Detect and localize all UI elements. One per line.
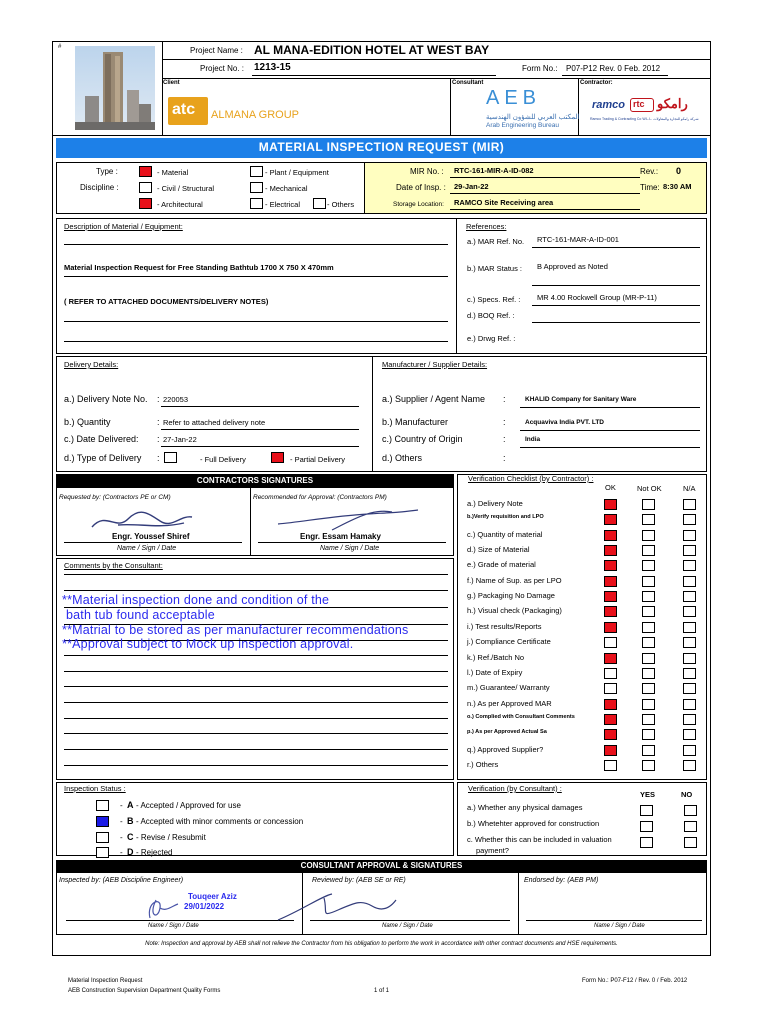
cv-item-c: c. Whether this can be included in valuation: [467, 835, 612, 844]
checklist-not-ok-checkbox[interactable]: [642, 545, 655, 556]
checklist-item-label: p.) As per Approved Actual Sa: [467, 729, 547, 735]
type-label: Type :: [96, 167, 118, 176]
status-a-checkbox[interactable]: [96, 800, 109, 811]
consultant-arabic: المكتب العربي للشؤون الهندسية: [486, 114, 580, 121]
requester-nsd: Name / Sign / Date: [117, 545, 177, 552]
checklist-na-checkbox[interactable]: [683, 514, 696, 525]
delivery-note-label: a.) Delivery Note No.: [64, 394, 148, 404]
checklist-ok-checkbox[interactable]: [604, 637, 617, 648]
electrical-checkbox[interactable]: [250, 198, 263, 209]
electrical-option-label: - Electrical: [265, 200, 301, 209]
cv-a-yes-checkbox[interactable]: [640, 805, 653, 816]
checklist-item-label: g.) Packaging No Damage: [467, 591, 555, 600]
references-label: References:: [466, 222, 507, 231]
client-name: ALMANA GROUP: [211, 109, 300, 121]
cv-b-yes-checkbox[interactable]: [640, 821, 653, 832]
inspector-signature: [142, 892, 182, 922]
cv-c-yes-checkbox[interactable]: [640, 837, 653, 848]
checklist-na-checkbox[interactable]: [683, 760, 696, 771]
contractor-sub: Ramco Trading & Contracting Co W.L.L. شركة رامكو للتجارة والمقاولات: [590, 117, 699, 121]
checklist-ok-checkbox[interactable]: [604, 576, 617, 587]
checklist-na-checkbox[interactable]: [683, 545, 696, 556]
supplier-label: a.) Supplier / Agent Name: [382, 394, 486, 404]
status-b-checkbox[interactable]: [96, 816, 109, 827]
checklist-item-label: i.) Test results/Reports: [467, 622, 542, 631]
checklist-item-label: b.)Verify requisition and LPO: [467, 514, 544, 520]
cv-a-no-checkbox[interactable]: [684, 805, 697, 816]
comment-line-1: **Material inspection done and condition of the: [62, 593, 330, 607]
checklist-not-ok-checkbox[interactable]: [642, 745, 655, 756]
form-no-label: Form No.:: [522, 64, 558, 73]
others-option-label: - Others: [327, 200, 355, 209]
recommender-signature: [272, 502, 422, 534]
others-label: d.) Others: [382, 453, 423, 463]
checklist-item-label: o.) Complied with Consultant Comments: [467, 714, 575, 720]
checklist-item-label: q.) Approved Supplier?: [467, 745, 544, 754]
checklist-na-checkbox[interactable]: [683, 530, 696, 541]
checklist-na-checkbox[interactable]: [683, 683, 696, 694]
footer-left-2: AEB Construction Supervision Department Quality Forms: [68, 988, 221, 994]
building-photo: [75, 46, 155, 130]
checklist-item-label: k.) Ref./Batch No: [467, 653, 525, 662]
requested-by-label: Requested by: (Contractors PE or CM): [59, 494, 171, 501]
hash-mark: #: [58, 44, 62, 50]
civil-option-label: - Civil / Structural: [157, 184, 215, 193]
checklist-not-ok-checkbox[interactable]: [642, 591, 655, 602]
checklist-ok-checkbox[interactable]: [604, 653, 617, 664]
checklist-na-checkbox[interactable]: [683, 729, 696, 740]
checklist-ok-checkbox[interactable]: [604, 560, 617, 571]
project-name-label: Project Name :: [190, 46, 243, 55]
cv-item-b: b.) Whetehter approved for construction: [467, 819, 600, 828]
mir-no: RTC-161-MIR-A-ID-082: [454, 166, 534, 175]
checklist-ok-checkbox[interactable]: [604, 729, 617, 740]
checklist-na-checkbox[interactable]: [683, 622, 696, 633]
comment-line-4: **Approval subject to Mock up inspection approval.: [62, 637, 354, 651]
status-a-dash: -: [120, 801, 123, 810]
reviewed-by-label: Reviewed by: (AEB SE or RE): [312, 877, 406, 884]
description-label: Description of Material / Equipment:: [64, 222, 183, 231]
checklist-not-ok-checkbox[interactable]: [642, 530, 655, 541]
consultant-verification-label: Verification (by Consultant) :: [468, 784, 562, 793]
comment-line-2: bath tub found acceptable: [66, 608, 215, 622]
checklist-item-label: h.) Visual check (Packaging): [467, 606, 562, 615]
checklist-na-checkbox[interactable]: [683, 668, 696, 679]
checklist-not-ok-checkbox[interactable]: [642, 760, 655, 771]
checklist-not-ok-checkbox[interactable]: [642, 622, 655, 633]
specs-label: c.) Specs. Ref. :: [467, 295, 521, 304]
checklist-not-ok-checkbox[interactable]: [642, 514, 655, 525]
drwg-label: e.) Drwg Ref. :: [467, 334, 516, 343]
manufacturer-section-label: Manufacturer / Supplier Details:: [382, 360, 488, 369]
others-checkbox[interactable]: [313, 198, 326, 209]
architectural-checkbox[interactable]: [139, 198, 152, 209]
rev-label: Rev.:: [640, 167, 659, 176]
status-c-letter: C: [127, 832, 134, 842]
time-value: 8:30 AM: [663, 182, 692, 191]
country-label: c.) Country of Origin: [382, 434, 463, 444]
footer-right: Form No.: P07-F12 / Rev. 0 / Feb. 2012: [582, 978, 688, 984]
checklist-not-ok-checkbox[interactable]: [642, 653, 655, 664]
status-a-letter: A: [127, 800, 134, 810]
architectural-option-label: - Architectural: [157, 200, 203, 209]
full-delivery-checkbox[interactable]: [164, 452, 177, 463]
na-header: N/A: [683, 484, 696, 493]
contractor-sig-title: CONTRACTORS SIGNATURES: [196, 476, 314, 485]
cv-c-no-checkbox[interactable]: [684, 837, 697, 848]
checklist-ok-checkbox[interactable]: [604, 683, 617, 694]
yes-header: YES: [640, 790, 656, 799]
quantity-label: b.) Quantity: [64, 417, 111, 427]
supplier-value: KHALID Company for Sanitary Ware: [525, 396, 637, 403]
form-title: MATERIAL INSPECTION REQUEST (MIR): [258, 140, 505, 154]
checklist-not-ok-checkbox[interactable]: [642, 668, 655, 679]
requester-signature: [88, 505, 198, 535]
checklist-not-ok-checkbox[interactable]: [642, 499, 655, 510]
form-no: P07-P12 Rev. 0 Feb. 2012: [566, 64, 661, 73]
checklist-ok-checkbox[interactable]: [604, 622, 617, 633]
comments-label: Comments by the Consultant:: [64, 561, 163, 570]
time-label: Time:: [640, 183, 660, 192]
mar-ref-label: a.) MAR Ref. No.: [467, 237, 525, 246]
status-a-text: - Accepted / Approved for use: [136, 801, 241, 810]
mar-ref-value: RTC-161-MAR-A-ID-001: [537, 235, 619, 244]
checklist-na-checkbox[interactable]: [683, 637, 696, 648]
status-c-checkbox[interactable]: [96, 832, 109, 843]
endorsed-by-label: Endorsed by: (AEB PM): [524, 877, 599, 884]
checklist-na-checkbox[interactable]: [683, 576, 696, 587]
checklist-item-label: e.) Grade of material: [467, 560, 536, 569]
client-logo: atc: [168, 97, 208, 125]
checklist-item-label: f.) Name of Sup. as per LPO: [467, 576, 562, 585]
description-line-1: Material Inspection Request for Free Standing Bathtub 1700 X 750 X 470mm: [64, 263, 334, 272]
delivery-label: Delivery Details:: [64, 360, 119, 369]
checklist-ok-checkbox[interactable]: [604, 514, 617, 525]
project-name: AL MANA-EDITION HOTEL AT WEST BAY: [254, 43, 490, 57]
rev-value: 0: [676, 166, 682, 176]
checklist-ok-checkbox[interactable]: [604, 699, 617, 710]
discipline-label: Discipline :: [80, 183, 119, 192]
colon-4: :: [157, 453, 160, 463]
checklist-not-ok-checkbox[interactable]: [642, 683, 655, 694]
country-value: India: [525, 436, 541, 443]
colon-2: :: [157, 417, 160, 427]
inspector-date: 29/01/2022: [184, 902, 225, 911]
inspector-name: Touqeer Aziz: [188, 892, 237, 901]
approval-title: CONSULTANT APPROVAL & SIGNATURES: [300, 861, 463, 870]
checklist-item-label: j.) Compliance Certificate: [467, 637, 551, 646]
description-line-2: ( REFER TO ATTACHED DOCUMENTS/DELIVERY NOTES): [64, 297, 269, 306]
checklist-na-checkbox[interactable]: [683, 591, 696, 602]
client-label: Client: [163, 80, 180, 86]
status-d-letter: D: [127, 847, 134, 857]
cv-item-a: a.) Whether any physical damages: [467, 803, 583, 812]
checklist-not-ok-checkbox[interactable]: [642, 699, 655, 710]
mechanical-checkbox[interactable]: [250, 182, 263, 193]
checklist-not-ok-checkbox[interactable]: [642, 606, 655, 617]
cv-b-no-checkbox[interactable]: [684, 821, 697, 832]
consultant-logo: AEB: [486, 87, 542, 109]
checklist-ok-checkbox[interactable]: [604, 714, 617, 725]
mir-no-label: MIR No. :: [410, 167, 444, 176]
checklist-item-label: c.) Quantity of material: [467, 530, 543, 539]
comment-line-3: **Matrial to be stored as per manufacturer recommendations: [62, 623, 409, 637]
recommender-name: Engr. Essam Hamaky: [300, 532, 381, 541]
reviewer-signature: [272, 888, 402, 924]
footer-page: 1 of 1: [374, 988, 390, 994]
checklist-ok-checkbox[interactable]: [604, 745, 617, 756]
quantity-value: Refer to attached delivery note: [163, 418, 266, 427]
checklist-ok-checkbox[interactable]: [604, 668, 617, 679]
storage-label: Storage Location:: [393, 201, 444, 208]
checklist-na-checkbox[interactable]: [683, 653, 696, 664]
delivery-note-value: 220053: [163, 395, 189, 404]
status-b-text: - Accepted with minor comments or concession: [136, 817, 304, 826]
footer-left-1: Material Inspection Request: [68, 978, 143, 984]
approval-note: Note: Inspection and approval by AEB shall not relieve the Contractor from his obligation to perform the work in accordance with other contract documents and HSE requirements.: [145, 941, 618, 947]
manufacturer-label: b.) Manufacturer: [382, 417, 449, 427]
not-ok-header: Not OK: [637, 484, 662, 493]
checklist-label: Verification Checklist (by Contractor) :: [468, 474, 594, 483]
date-delivered-value: 27-Jan-22: [163, 435, 197, 444]
status-b-dash: -: [120, 817, 123, 826]
delivery-type-label: d.) Type of Delivery: [64, 453, 142, 463]
project-no-label: Project No. :: [200, 64, 245, 73]
checklist-item-label: n.) As per Approved MAR: [467, 699, 552, 708]
checklist-not-ok-checkbox[interactable]: [642, 576, 655, 587]
status-c-dash: -: [120, 833, 123, 842]
manufacturer-value: Acquaviva India PVT. LTD: [525, 419, 604, 426]
inspected-by-label: Inspected by: (AEB Discipline Engineer): [59, 877, 184, 884]
storage-value: RAMCO Site Receiving area: [454, 198, 554, 207]
checklist-na-checkbox[interactable]: [683, 699, 696, 710]
checklist-ok-checkbox[interactable]: [604, 606, 617, 617]
checklist-item-label: r.) Others: [467, 760, 499, 769]
recommender-nsd: Name / Sign / Date: [320, 545, 380, 552]
checklist-not-ok-checkbox[interactable]: [642, 729, 655, 740]
inspection-status-label: Inspection Status :: [64, 784, 126, 793]
endorser-nsd: Name / Sign / Date: [594, 923, 645, 929]
status-c-text: - Revise / Resubmit: [136, 833, 206, 842]
checklist-item-label: d.) Size of Material: [467, 545, 530, 554]
status-d-dash: -: [120, 848, 123, 857]
consultant-name: Arab Engineering Bureau: [486, 122, 559, 129]
partial-delivery-label: - Partial Delivery: [290, 455, 346, 464]
checklist-ok-checkbox[interactable]: [604, 591, 617, 602]
full-delivery-label: - Full Delivery: [200, 455, 246, 464]
specs-value: MR 4.00 Rockwell Group (MR-P-11): [537, 293, 657, 302]
checklist-na-checkbox[interactable]: [683, 745, 696, 756]
checklist-na-checkbox[interactable]: [683, 606, 696, 617]
ok-header: OK: [605, 483, 616, 492]
requester-name: Engr. Youssef Shiref: [112, 532, 190, 541]
reviewer-nsd: Name / Sign / Date: [382, 923, 433, 929]
material-checkbox[interactable]: [139, 166, 152, 177]
checklist-ok-checkbox[interactable]: [604, 545, 617, 556]
status-d-text: - Rejected: [136, 848, 173, 857]
colon-3: :: [157, 434, 160, 444]
no-header: NO: [681, 790, 693, 799]
cv-item-c-cont: payment?: [476, 846, 509, 855]
partial-delivery-checkbox[interactable]: [271, 452, 284, 463]
checklist-ok-checkbox[interactable]: [604, 760, 617, 771]
checklist-na-checkbox[interactable]: [683, 499, 696, 510]
plant-option-label: - Plant / Equipment: [265, 168, 329, 177]
checklist-na-checkbox[interactable]: [683, 560, 696, 571]
material-option-label: - Material: [157, 168, 189, 177]
consultant-label: Consultant: [452, 80, 484, 86]
mechanical-option-label: - Mechanical: [265, 184, 308, 193]
status-b-letter: B: [127, 816, 134, 826]
colon-7: :: [503, 434, 506, 444]
boq-label: d.) BOQ Ref. :: [467, 311, 515, 320]
date-delivered-label: c.) Date Delivered:: [64, 434, 139, 444]
contractor-label: Contractor:: [580, 80, 613, 86]
colon-1: :: [157, 394, 160, 404]
inspector-nsd: Name / Sign / Date: [148, 923, 199, 929]
checklist-ok-checkbox[interactable]: [604, 499, 617, 510]
recommended-by-label: Recommended for Approval: (Contractors PM): [253, 494, 387, 501]
date-value: 29-Jan-22: [454, 182, 489, 191]
colon-8: :: [503, 453, 506, 463]
checklist-ok-checkbox[interactable]: [604, 530, 617, 541]
checklist-item-label: l.) Date of Expiry: [467, 668, 523, 677]
checklist-item-label: a.) Delivery Note: [467, 499, 523, 508]
contractor-logo-box: rtc: [630, 98, 654, 112]
status-d-checkbox[interactable]: [96, 847, 109, 858]
checklist-not-ok-checkbox[interactable]: [642, 637, 655, 648]
project-no: 1213-15: [254, 62, 291, 73]
civil-checkbox[interactable]: [139, 182, 152, 193]
checklist-na-checkbox[interactable]: [683, 714, 696, 725]
mar-status-label: b.) MAR Status :: [467, 264, 523, 273]
mar-status-value: B Approved as Noted: [537, 262, 608, 271]
checklist-not-ok-checkbox[interactable]: [642, 714, 655, 725]
plant-checkbox[interactable]: [250, 166, 263, 177]
colon-6: :: [503, 417, 506, 427]
checklist-not-ok-checkbox[interactable]: [642, 560, 655, 571]
contractor-arabic: رامكو: [657, 96, 688, 111]
colon-5: :: [503, 394, 506, 404]
date-label: Date of Insp. :: [396, 183, 446, 192]
checklist-item-label: m.) Guarantee/ Warranty: [467, 683, 550, 692]
contractor-name: ramco: [592, 99, 626, 111]
